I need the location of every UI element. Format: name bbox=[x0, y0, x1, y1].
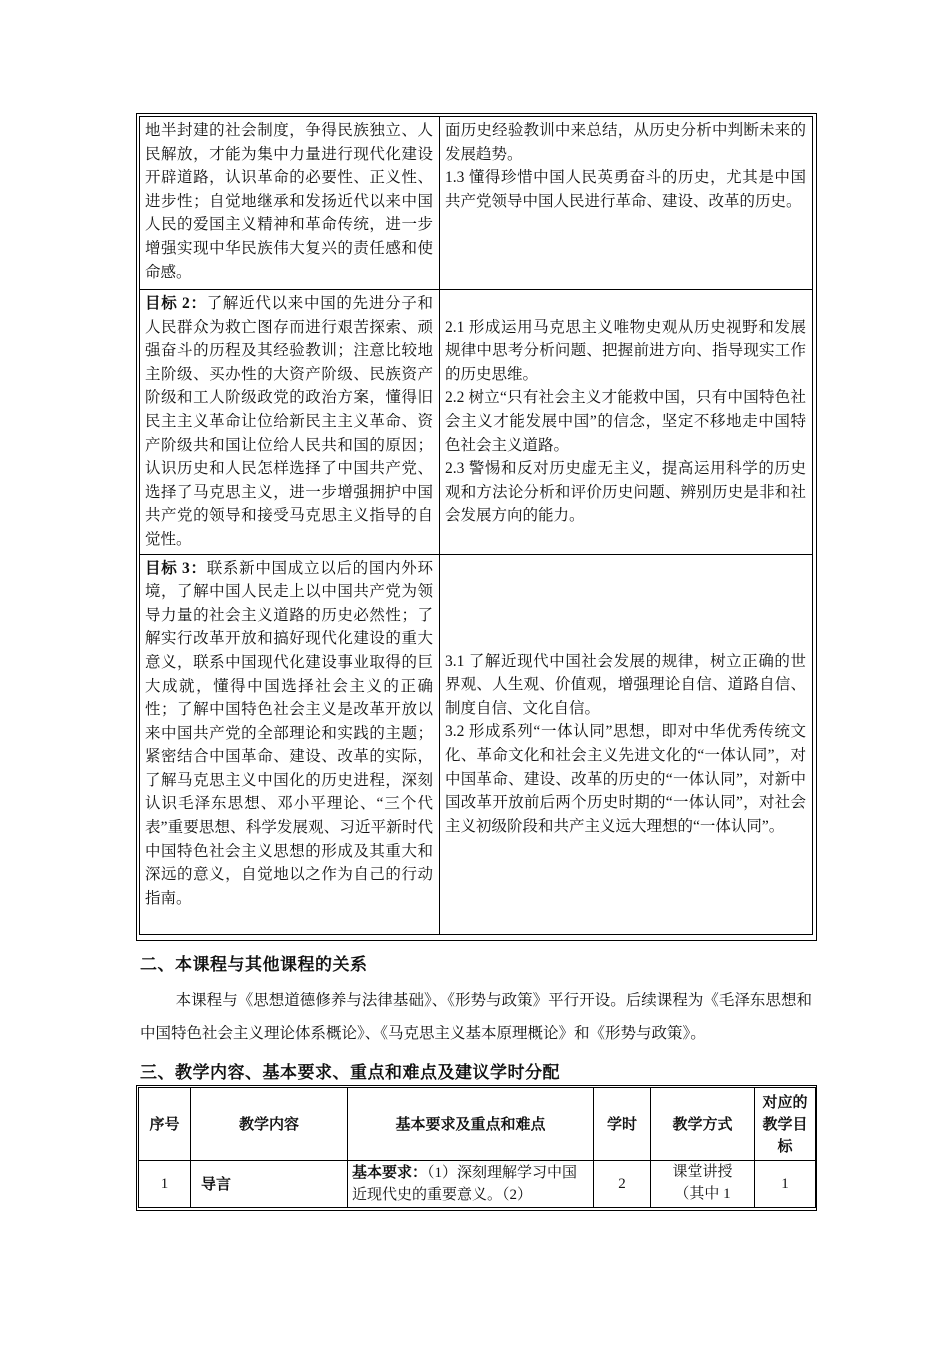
cell-goal: 1 bbox=[755, 1161, 816, 1208]
cell-hours: 2 bbox=[594, 1161, 651, 1208]
objective-text: 联系新中国成立以后的国内外环境，了解中国人民走上以中国共产党为领导力量的社会主义道路的历史必然性；了解实行改革开放和搞好现代化建设的重大意义，联系中国现代化建设事业取得的巨大成就，懂得中国选择社会主义的正确性；了解中国特色社会主义是改革开放以来中国共产党的全部理论和实践的主题；紧密结合中国革命、建设、改革的实际，了解马克思主义中国化的历史进程，深刻认识毛泽东思想、邓小平理论、“三个代表”重要思想、科学发展观、习近平新时代中国特色社会主义思想的形成及其重大和深远的意义，自觉地以之作为自己的行动指南。 bbox=[145, 559, 433, 907]
outcome-item: 面历史经验教训中来总结，从历史分析中判断未来的发展趋势。 bbox=[445, 122, 806, 163]
outcome-item: 1.3 懂得珍惜中国人民英勇奋斗的历史，尤其是中国共产党领导中国人民进行革命、建设、改革的历史。 bbox=[445, 169, 806, 210]
column-header-requirements: 基本要求及重点和难点 bbox=[348, 1088, 594, 1161]
objective-row bbox=[140, 554, 813, 934]
outcome-item: 2.3 警惕和反对历史虚无主义，提高运用科学的历史观和方法论分析和评价历史问题、辨别历史是非和社会发展方向的能力。 bbox=[445, 460, 806, 525]
objective-outcomes bbox=[440, 554, 813, 934]
column-header-no: 序号 bbox=[139, 1088, 191, 1161]
objective-text: 了解近代以来中国的先进分子和人民群众为救亡图存而进行艰苦探索、顽强奋斗的历程及其经验教训；注意比较地主阶级、买办性的大资产阶级、民族资产阶级和工人阶级政党的政治方案，懂得旧民主主义革命让位给新民主主义革命、资产阶级共和国让位给人民共和国的原因；认识历史和人民怎样选择了中国共产党、选择了马克思主义，进一步增强拥护中国共产党的领导和接受马克思主义指导的自觉性。 bbox=[145, 295, 433, 548]
objective-outcomes bbox=[440, 290, 813, 555]
table-header-row bbox=[139, 1088, 816, 1161]
section-paragraph: 本课程与《思想道德修养与法律基础》、《形势与政策》平行开设。后续课程为《毛泽东思想和中国特色社会主义理论体系概论》、《马克思主义基本原理概论》和《形势与政策》。 bbox=[140, 992, 812, 1042]
column-header-hours: 学时 bbox=[594, 1088, 651, 1161]
table-row bbox=[139, 1161, 816, 1208]
objective-label: 目标 2： bbox=[145, 295, 207, 312]
objective-description bbox=[140, 117, 440, 290]
objectives-table bbox=[139, 116, 813, 935]
cell-topic: 导言 bbox=[191, 1161, 348, 1208]
objective-row bbox=[140, 117, 813, 290]
objective-description bbox=[140, 290, 440, 555]
section-heading: 二、本课程与其他课程的关系 bbox=[140, 955, 368, 975]
column-header-method: 教学方式 bbox=[651, 1088, 755, 1161]
requirements-text: （1）深刻理解学习中国近现代史的重要意义。（2） bbox=[352, 1165, 578, 1203]
content-table bbox=[138, 1087, 816, 1208]
cell-no: 1 bbox=[139, 1161, 191, 1208]
outcome-item: 3.1 了解近现代中国社会发展的规律，树立正确的世界观、人生观、价值观，增强理论自信、道路自信、制度自信、文化自信。 bbox=[445, 652, 806, 717]
objective-text: 地半封建的社会制度，争得民族独立、人民解放，才能为集中力量进行现代化建设开辟道路，认识革命的必要性、正义性、进步性；自觉地继承和发扬近代以来中国人民的爱国主义精神和革命传统，进一步增强实现中华民族伟大复兴的责任感和使命感。 bbox=[145, 122, 433, 281]
outcome-item: 2.1 形成运用马克思主义唯物史观从历史视野和发展规律中思考分析问题、把握前进方向、指导现实工作的历史思维。 bbox=[445, 318, 806, 383]
column-header-content: 教学内容 bbox=[191, 1088, 348, 1161]
outcome-item: 2.2 树立“只有社会主义才能救中国，只有中国特色社会主义才能发展中国”的信念，坚定不移地走中国特色社会主义道路。 bbox=[445, 389, 806, 454]
outcome-item: 3.2 形成系列“一体认同”思想，即对中华优秀传统文化、革命文化和社会主义先进文化的“一体认同”，对中国革命、建设、改革的历史的“一体认同”，对新中国改革开放前后两个历史时期的“一体认同”，对社会主义初级阶段和共产主义远大理想的“一体认同”。 bbox=[445, 723, 806, 835]
column-header-goal: 对应的教学目标 bbox=[755, 1088, 816, 1161]
section-heading: 三、教学内容、基本要求、重点和难点及建议学时分配 bbox=[140, 1063, 560, 1083]
objective-outcomes bbox=[440, 117, 813, 290]
requirements-label: 基本要求： bbox=[352, 1163, 428, 1181]
cell-requirements bbox=[348, 1161, 594, 1208]
objective-description bbox=[140, 554, 440, 934]
objective-label: 目标 3： bbox=[145, 559, 207, 577]
cell-method: 课堂讲授（其中 1 bbox=[651, 1161, 755, 1208]
objective-row bbox=[140, 290, 813, 555]
